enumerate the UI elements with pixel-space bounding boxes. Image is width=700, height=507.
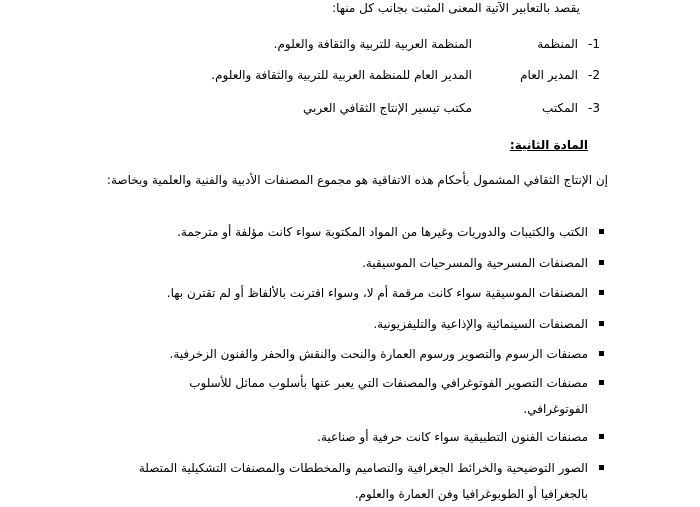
list-item-text: مصنفات التصوير الفوتوغرافي والمصنفات التي يعبر عنها بأسلوب مماثل للأسلوب الفوتوغرافي. — [189, 376, 588, 416]
list-item-text: المصنفات السينمائية والإذاعية والتليفزيونية. — [373, 317, 588, 331]
definition-number: 3- — [588, 101, 600, 115]
definition-description: المنظمة العربية للتربية والثقافة والعلوم. — [273, 37, 472, 51]
definition-row — [0, 68, 700, 88]
definition-number: 1- — [588, 37, 600, 51]
square-bullet-icon — [599, 434, 604, 439]
list-item-text: مصنفات الفنون التطبيقية سواء كانت حرفية أو صناعية. — [317, 430, 588, 444]
definition-term: المكتب — [542, 101, 578, 115]
definition-row — [0, 101, 700, 121]
list-item-text: الصور التوضيحية والخرائط الجغرافية والتصاميم والمخططات والمصنفات التشكيلية المتصلة بالجغرافيا أو الطوبوغرافيا وفن العمارة والعلوم. — [138, 461, 588, 501]
list-item — [133, 424, 588, 450]
definition-number: 2- — [588, 68, 600, 82]
square-bullet-icon — [599, 380, 604, 385]
definition-term: المدير العام — [520, 68, 578, 82]
article-title: المادة الثانية: — [509, 138, 588, 152]
article-paragraph: إن الإنتاج الثقافي المشمول بأحكام هذه الاتفاقية هو مجموع المصنفات الأدبية والفنية والعلمية وبخاصة: — [106, 173, 608, 187]
square-bullet-icon — [599, 290, 604, 295]
square-bullet-icon — [599, 260, 604, 265]
definition-term: المنظمة — [537, 37, 578, 51]
list-item — [133, 280, 588, 306]
square-bullet-icon — [599, 465, 604, 470]
square-bullet-icon — [599, 351, 604, 356]
list-item — [133, 341, 588, 367]
list-item — [133, 311, 588, 337]
square-bullet-icon — [599, 229, 604, 234]
list-item-text: الكتب والكتيبات والدوريات وغيرها من المواد المكتوبة سواء كانت مؤلفة أو مترجمة. — [177, 225, 588, 239]
list-item-text: المصنفات المسرحية والمسرحيات الموسيقية. — [362, 256, 588, 270]
list-item — [133, 370, 588, 422]
definition-row — [0, 37, 700, 57]
list-item — [133, 250, 588, 276]
list-item-text: مصنفات الرسوم والتصوير ورسوم العمارة والنحت والنقش والحفر والفنون الزخرفية. — [169, 347, 588, 361]
intro-line: يقصد بالتعابير الآتية المعنى المثبت بجانب كل منها: — [332, 1, 580, 15]
definition-description: المدير العام للمنظمة العربية للتربية والثقافة والعلوم. — [211, 68, 472, 82]
square-bullet-icon — [599, 321, 604, 326]
list-item — [133, 219, 588, 245]
list-item-text: المصنفات الموسيقية سواء كانت مرقمة أم لا، وسواء اقترنت بالألفاظ أو لم تقترن بها. — [166, 286, 588, 300]
definition-description: مكتب تيسير الإنتاج الثقافي العربي — [303, 101, 472, 115]
list-item — [133, 455, 588, 507]
